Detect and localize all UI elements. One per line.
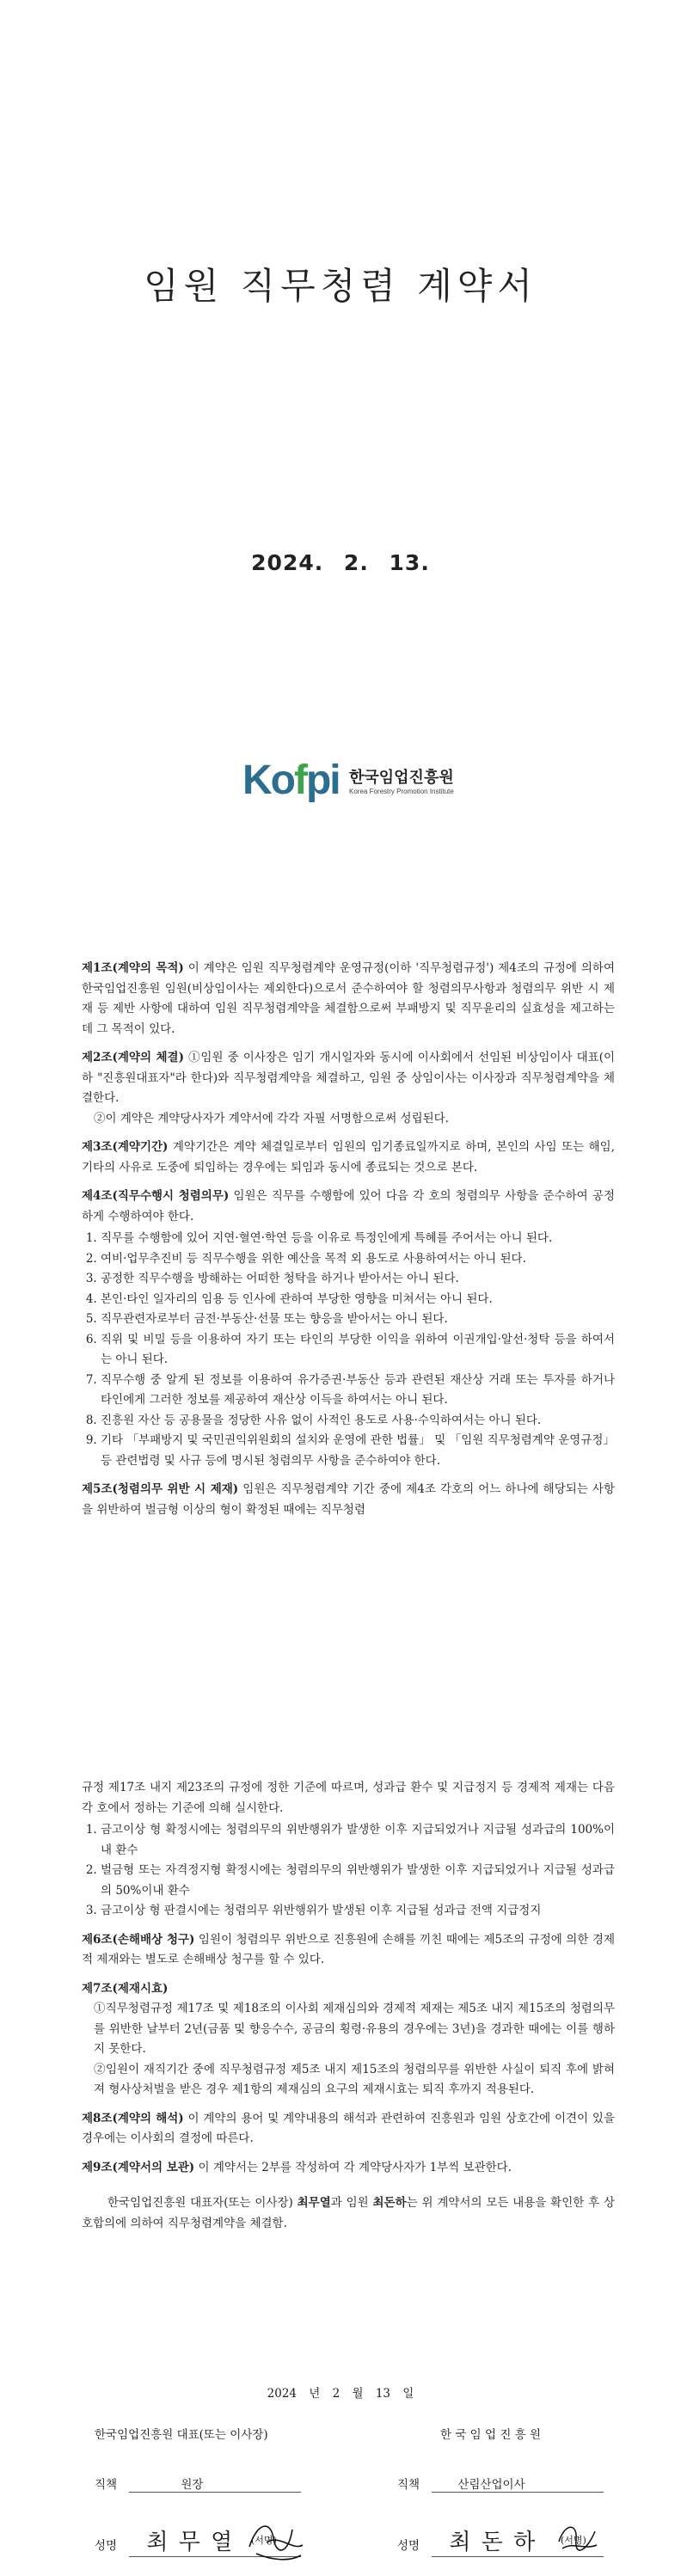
contract-body-part2 (82, 1778, 615, 2242)
article-2 (82, 1048, 615, 1109)
article-7-clause-1 (82, 1999, 615, 2060)
article-6-heading: 제6조(손해배상 청구) (82, 1932, 195, 1947)
article-4-list-item: 6. 직위 및 비밀 등을 이용하여 자기 또는 타인의 부당한 이익을 위하여 이권개입·알선·청탁 등을 하여서는 아니 된다. (101, 1330, 615, 1371)
document-title: 임원 직무청렴 계약서 (144, 265, 537, 307)
article-7-clause-2-text: ②임원이 재직기간 중에 직무청렴규정 제5조 내지 제15조의 청렴의무를 위반한 사실이 퇴직 후에 밝혀져 형사상처벌을 받은 경우 제1항의 제재심의 요구의 제재시효는 퇴직 후까지 적용된다. (94, 2062, 615, 2096)
name-row-right (397, 2524, 621, 2574)
signing-date: 2024 년 2 월 13 일 (267, 2387, 414, 2401)
article-5 (82, 1480, 615, 1520)
article-4-list-item: 9. 기타 「부패방지 및 국민권익위원회의 설치와 운영에 관한 법률」 및 「임원 직무청렴계약 운영규정」 등 관련법령 및 사규 등에 명시된 청렴의무 사항을 준수하여야 한다. (101, 1431, 615, 1471)
article-7 (82, 1979, 615, 2000)
article-4-list-item: 8. 진흥원 자산 등 공용물을 정당한 사유 없이 사적인 용도로 사용·수익하여서는 아니 된다. (101, 1411, 615, 1432)
article-5-list-item: 3. 금고이상 형 판결시에는 청렴의무 위반행위가 발생된 이후 지급될 성과급 전액 지급정지 (101, 1901, 615, 1922)
name-value-right: 최 돈 하 (432, 2524, 604, 2557)
article-7-heading: 제7조(제재시효) (82, 1981, 169, 1996)
article-5-text: 임원은 직무청렴계약 기간 중에 제4조 각호의 어느 하나에 해당되는 사항을 위반하여 벌금형 이상의 형이 확정된 때에는 직무청렴 (82, 1482, 615, 1517)
article-8 (82, 2109, 615, 2150)
closing-pre: 한국임업진흥원 대표자(또는 이사장) (107, 2196, 298, 2210)
article-5-heading: 제5조(청렴의무 위반 시 제재) (82, 1482, 239, 1496)
title-value-right: 산림산업이사 (432, 2475, 604, 2493)
article-9-text: 이 계약서는 2부를 작성하여 각 계약당사자가 1부씩 보관한다. (194, 2160, 512, 2174)
logo-mark: Kofpi (242, 757, 340, 803)
article-9 (82, 2158, 615, 2179)
logo-name-en: Korea Forestry Promotion Institute (349, 788, 454, 795)
party-left (95, 2425, 318, 2475)
article-1 (82, 959, 615, 1040)
closing-statement (82, 2193, 615, 2234)
signature-block-right (397, 2425, 621, 2574)
article-4-list-item: 3. 공정한 직무수행을 방해하는 어떠한 청탁을 하거나 받아서는 아니 된다. (101, 1269, 615, 1290)
article-8-heading: 제8조(계약의 해석) (82, 2111, 184, 2125)
title-label-left: 직책 (95, 2478, 118, 2492)
article-4-list-item: 7. 직무수행 중 알게 된 정보를 이용하여 유가증권·부동산 등과 관련된 재산상 거래 또는 투자를 하거나 타인에게 그러한 정보를 제공하여 재산상 이득을 하여서는 아니 된다. (101, 1371, 615, 1411)
article-4-text: 임원은 직무를 수행함에 있어 다음 각 호의 청렴의무 사항을 준수하여 공정하게 수행하여야 한다. (82, 1189, 615, 1224)
article-2-clause-2 (82, 1109, 615, 1130)
contract-date: 2024. 2. 13. (251, 550, 430, 575)
article-5-list-item: 2. 벌금형 또는 자격정지형 확정시에는 청렴의무의 위반행위가 발생한 이후 지급되었거나 지급될 성과급의 50%이내 환수 (101, 1861, 615, 1901)
article-5-list (82, 1820, 615, 1922)
article-5-list-item: 1. 금고이상 형 확정시에는 청렴의무의 위반행위가 발생한 이후 지급되었거나 지급될 성과급의 100%이내 환수 (101, 1820, 615, 1861)
article-2-clause-2-text: ②이 계약은 계약당사자가 계약서에 각각 자필 서명함으로써 성립된다. (94, 1111, 449, 1125)
article-9-heading: 제9조(계약서의 보관) (82, 2160, 195, 2174)
article-4-list-item: 2. 여비·업무추진비 등 직무수행을 위한 예산을 목적 외 용도로 사용하여서는 아니 된다. (101, 1249, 615, 1270)
article-6 (82, 1930, 615, 1971)
party-left-label: 한국임업진흥원 대표(또는 이사장) (95, 2428, 268, 2442)
article-4-heading: 제4조(직무수행시 청렴의무) (82, 1189, 230, 1203)
signature-scribble-right (552, 2516, 604, 2559)
logo-name-ko: 한국임업진흥원 (349, 769, 454, 787)
name-label-right: 성명 (397, 2539, 420, 2553)
party-right (397, 2425, 621, 2475)
article-4-list-item: 5. 직무관련자로부터 금전·부동산·선물 또는 향응을 받아서는 아니 된다. (101, 1309, 615, 1330)
closing-name-1: 최무열 (297, 2196, 331, 2210)
article-4 (82, 1187, 615, 1227)
article-2-text: ①임원 중 이사장은 임기 개시일자와 동시에 이사회에서 선임된 비상임이사 대표(이하 "진흥원대표자"라 한다)와 직무청렴계약을 체결하고, 임원 중 상임이사는 이사장과 직무청렴계약을 체결한다. (82, 1051, 615, 1105)
article-4-list-item: 4. 본인·타인 일자리의 임용 등 인사에 관하여 부당한 영향을 미쳐서는 아니 된다. (101, 1290, 615, 1310)
seal-label-right: (서명) (561, 2535, 586, 2546)
contract-body-part1 (82, 959, 615, 1529)
signature-block-left (95, 2425, 318, 2574)
article-1-text: 이 계약은 임원 직무청렴계약 운영규정(이하 '직무청렴규정') 제4조의 규정에 의하여 한국임업진흥원 임원(비상임이사는 제외한다)으로서 준수하여야 할 청렴의무사항과 청렴의무 위반 시 제재 등 제반 사항에 대하여 임원 직무청렴계약을 체결함으로써 부패방지 및 직무윤리의 실효성을 제고하는데 그 목적이 있다. (82, 961, 615, 1036)
name-value-left: 최 무 열 (129, 2524, 301, 2557)
name-label-left: 성명 (95, 2539, 118, 2553)
article-7-clause-1-text: ①직무청렴규정 제17조 및 제18조의 이사회 제재심의와 경제적 제재는 제5조 내지 제15조의 청렴의무를 위반한 날부터 2년(금품 및 향응수수, 공금의 횡령·유용의 경우에는 3년)을 경과한 때에는 이를 행하지 못한다. (94, 2002, 615, 2056)
party-right-label: 한 국 임 업 진 흥 원 (440, 2428, 542, 2442)
article-3-text: 계약기간은 계약 체결일로부터 임원의 임기종료일까지로 하며, 본인의 사임 또는 해임, 기타의 사유로 도중에 퇴임하는 경우에는 퇴임과 동시에 종료되는 것으로 본다. (82, 1140, 615, 1175)
article-3 (82, 1138, 615, 1178)
article-3-heading: 제3조(계약기간) (82, 1140, 169, 1154)
closing-mid: 과 임원 (330, 2196, 373, 2210)
article-6-text: 임원이 청렴의무 위반으로 진흥원에 손해를 끼친 때에는 제5조의 규정에 의한 경제적 제재와는 별도로 손해배상 청구를 할 수 있다. (82, 1932, 615, 1966)
kofpi-logo (242, 757, 466, 810)
article-8-text: 이 계약의 용어 및 계약내용의 해석과 관련하여 진흥원과 임원 상호간에 이견이 있을 경우에는 이사회의 결정에 따른다. (82, 2111, 616, 2145)
article-5-continued: 규정 제17조 내지 제23조의 규정에 정한 기준에 따르며, 성과급 환수 및 지급정지 등 경제적 제재는 다음 각 호에서 정하는 기준에 의해 실시한다. (82, 1781, 615, 1815)
article-4-list (82, 1229, 615, 1471)
article-4-list-item: 1. 직무를 수행함에 있어 지연·혈연·학연 등을 이유로 특정인에게 특혜를 주어서는 아니 된다. (101, 1229, 615, 1249)
article-7-clause-2 (82, 2060, 615, 2101)
name-row-left (95, 2524, 318, 2574)
signature-scribble-left (241, 2512, 310, 2564)
article-2-heading: 제2조(계약의 체결) (82, 1051, 184, 1064)
closing-name-2: 최돈하 (372, 2196, 407, 2210)
title-label-right: 직책 (397, 2478, 420, 2492)
seal-label-left: (서명) (251, 2535, 277, 2546)
title-value-left: 원장 (129, 2475, 301, 2493)
closing-post: 는 위 계약서의 모든 내용을 확인한 후 상호합의에 의하여 직무청렴계약을 체결함. (82, 2196, 615, 2230)
article-1-heading: 제1조(계약의 목적) (82, 961, 184, 975)
